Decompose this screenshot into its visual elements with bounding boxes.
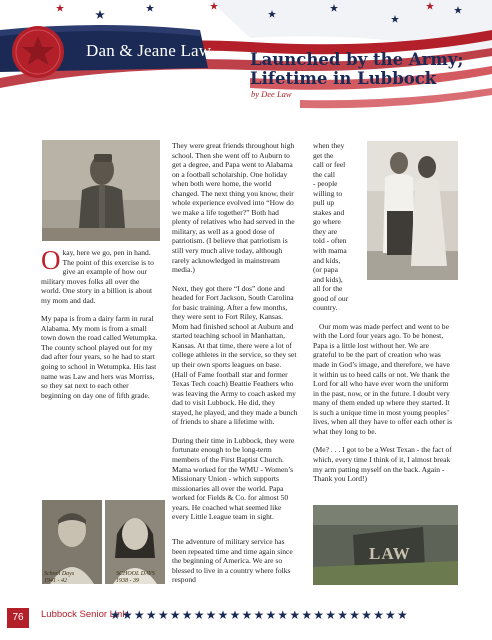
intro-paragraph [41, 245, 159, 305]
column-2-continued [172, 537, 298, 594]
text-line: (or papa [313, 265, 338, 275]
text-line: with mama [313, 246, 347, 256]
footer-star-row: ★★★★★★★★★★★★★★★★★★★★★★★★★ [110, 608, 409, 622]
paragraph: My papa is from a dairy farm in rural Alabama. My mom is from a small town down the road called Wetumpka. The county school played out for my dad after four years, so he had to start going to school in Wetumpka. His last name was Law and hers was Morriss, so they sat next to each other beginning on day one of fifth grade. [41, 314, 158, 400]
drop-cap: O [41, 245, 61, 275]
text-line: all for the [313, 284, 343, 294]
paragraph: The adventure of military service has been repeated time and time again since the beginning of America. We are so blessed to live in a country where folks respond [172, 537, 293, 585]
column-3 [313, 141, 453, 493]
article-byline: by Dee Law [251, 89, 292, 99]
author-names: Dan & Jeane Law [86, 41, 212, 60]
text-line: call or feel [313, 160, 346, 170]
publication-name: Lubbock Senior Link [41, 609, 128, 620]
girl-caption-years: 1938 - 39 [116, 578, 139, 584]
girl-photo-caption [116, 571, 155, 585]
gravestone-inscription: LAW [369, 544, 411, 563]
column-2 [172, 141, 298, 531]
text-line: when they [313, 141, 345, 150]
title-line-1: Launched by the Army; [250, 50, 464, 69]
page-number: 76 [7, 608, 29, 628]
text-line: good of our [313, 293, 349, 303]
text-line: pull up [313, 198, 335, 208]
soldier-portrait-photo [42, 140, 160, 241]
text-line: and kids), [313, 274, 343, 284]
text-line: willing to [313, 188, 343, 198]
boy-caption-years: 1941 - 42 [44, 578, 67, 584]
paragraph: Next, they got there “I dos” done and headed for Fort Jackson, South Carolina for basic training. After a few months, they were sent to Fort Riley, Kansas. Mom had finished school at Auburn and started teaching school in Manhattan, Kansas. At that time, there were a lot of college athletes in the service, so they set up their own sports leagues on base. (Hall of Fame football star and former Texas Tech coach) Beattie Feathers who was leaving the Army to coach asked my dad to visit Lubbock. He did, they stayed, he played, and they made a bunch of friends to share a lifetime with. [172, 283, 298, 427]
text-line: get the [313, 150, 334, 160]
text-line: they are [313, 226, 338, 236]
paragraph: They were great friends throughout high school. Then she went off to Auburn to get a degree, and Papa went to Alabama on a football scholarship. One holiday when both were home, the world changed. The next thing you know, their whole experience evolved into “How do we make a life together?” Both had plenty of relatives who had served in the military, as well as a good dose of patriotism. (I believe that patriotism is still very much alive today, although rarely acknowledged in mainstream media.) [172, 141, 295, 275]
header-banner [0, 0, 492, 122]
narrow-wrap-text [313, 141, 369, 313]
text-line: told - often [313, 236, 347, 246]
intro-text: kay, here we go, pen in hand. The point of this exercise is to give an example of how our military moves folks all over the world. One story in a billion is about my mom and dad. [41, 248, 154, 305]
column-1 [41, 245, 159, 409]
paragraph: (Me? . . . I got to be a West Texan - the fact of which, every time I think of it, I almost break my arm patting myself on the back. Again - Thank you Lord!) [313, 445, 452, 484]
boy-photo-caption [44, 571, 74, 585]
text-line: go where [313, 217, 341, 227]
paragraph: Our mom was made perfect and went to be with the Lord four years ago. To be honest, Papa is a little lost without her. We are grateful to be the part of creation who was made in God’s image, and therefore, we have it within us to heed calls or not. We thank the Lord for all who have ever worn the uniform in the past, now, or in the future. I doubt very many of them ended up where they started. It is such a unique time in most young peoples’ lives, when all they have to offer each other is what they long to be. [313, 321, 453, 436]
text-line: and kids, [313, 255, 341, 265]
title-line-2: Lifetime in Lubbock [250, 69, 437, 88]
paragraph: During their time in Lubbock, they were fortunate enough to be long-term members of the First Baptist Church. Mama worked for the WMU - Women’s Missionary Union - which supports missionaries all over the world. Papa worked for Fields & Co. for almost 50 years. He coached what seemed like every Little League team in sight. [172, 435, 295, 522]
text-line: the call [313, 169, 335, 179]
text-line: stakes and [313, 207, 345, 217]
girl-caption-title: SCHOOL DAYS [116, 571, 155, 577]
text-line: - people [313, 179, 338, 189]
article-title [250, 50, 485, 88]
text-line: country. [313, 303, 338, 313]
boy-caption-title: School Days [44, 571, 75, 577]
